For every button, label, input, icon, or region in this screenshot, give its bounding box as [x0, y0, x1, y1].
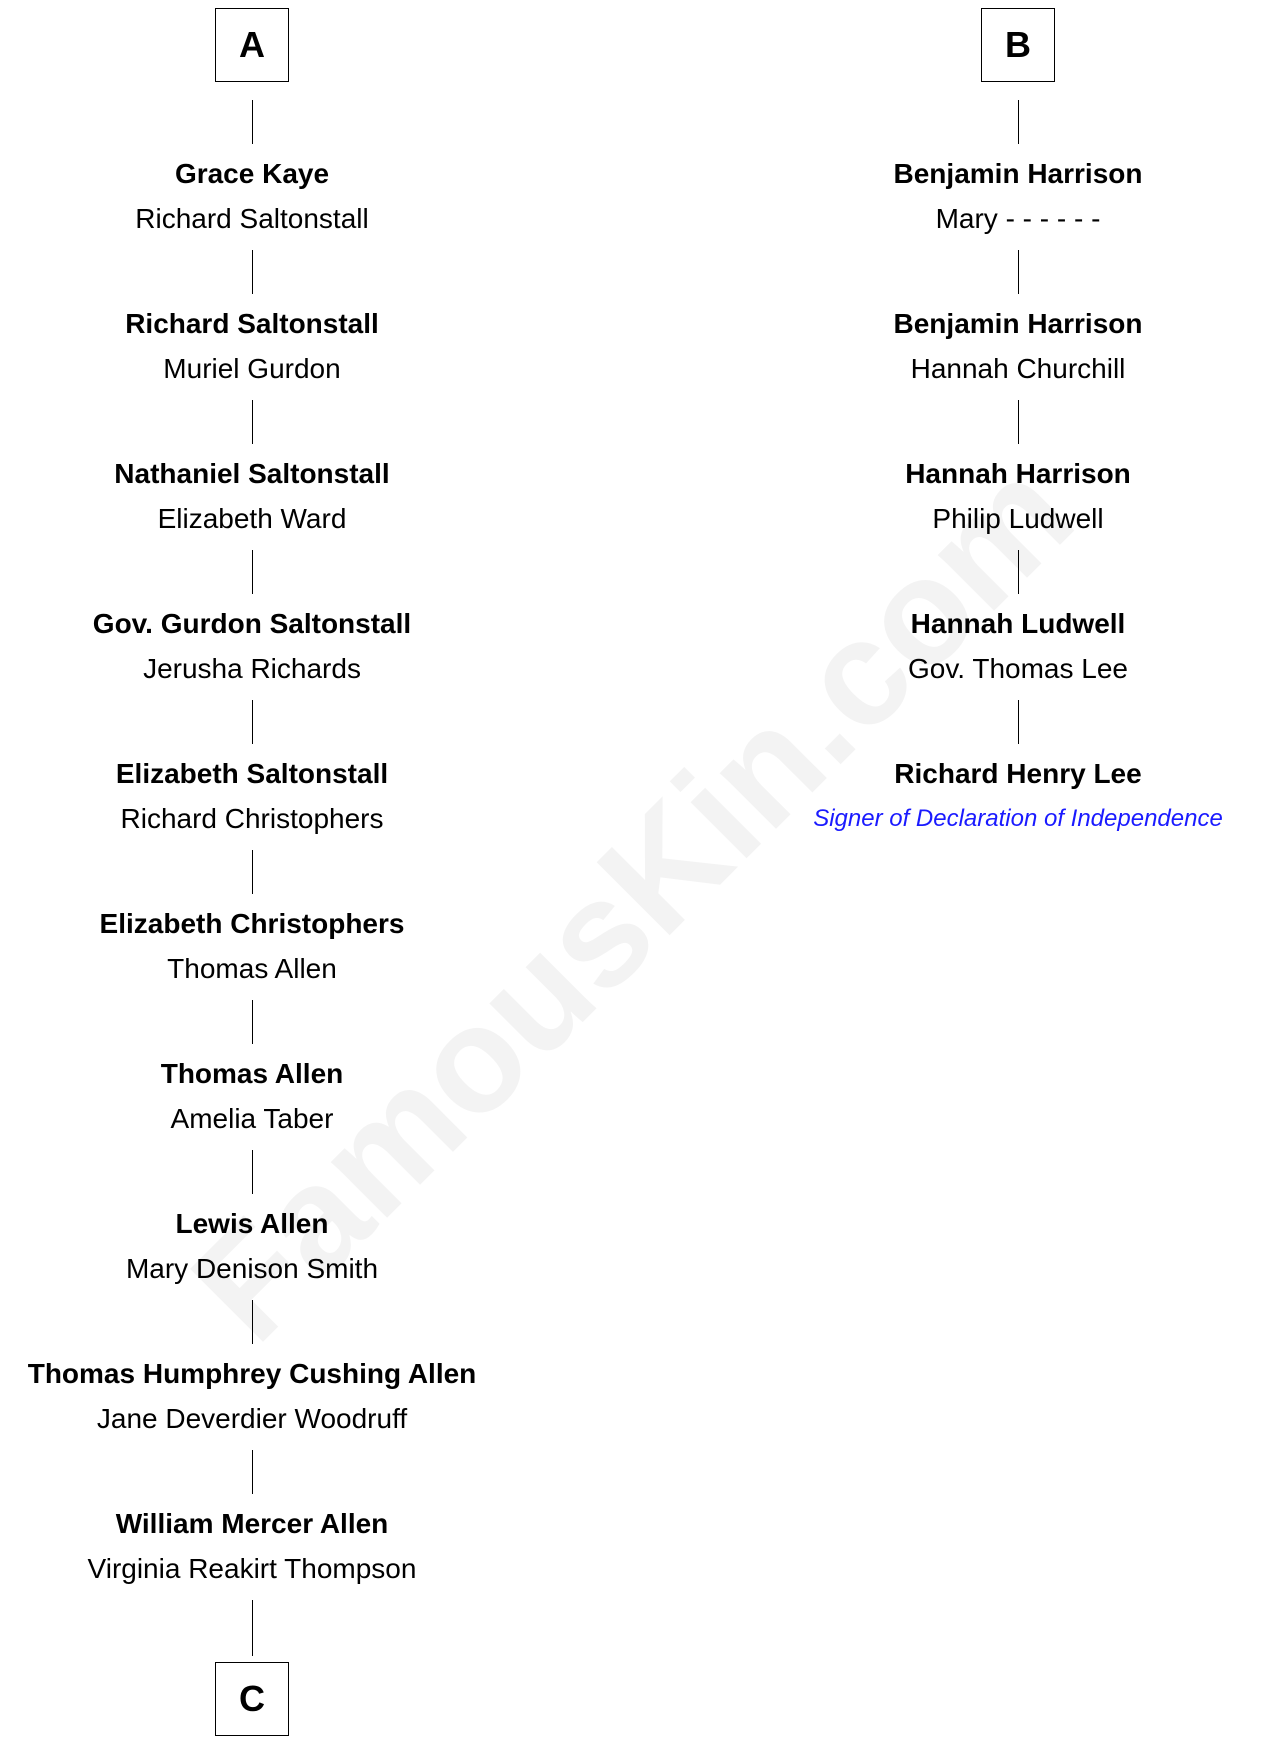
spouse-name: Virginia Reakirt Thompson [87, 1553, 417, 1584]
spouse-name: Elizabeth Ward [157, 503, 347, 534]
signer-note: Signer of Declaration of Independence [813, 805, 1223, 832]
spouse-name: Richard Saltonstall [135, 203, 369, 234]
connector-line [252, 1000, 253, 1044]
ancestor-name: Thomas Humphrey Cushing Allen [27, 1358, 477, 1389]
ancestor-name: Gov. Gurdon Saltonstall [92, 608, 412, 639]
ancestor-name: Benjamin Harrison [893, 308, 1143, 339]
branch-c-box [215, 1662, 289, 1736]
branch-b-box [981, 8, 1055, 82]
connector-line [1018, 250, 1019, 294]
connector-line [252, 550, 253, 594]
branch-a-box [215, 8, 289, 82]
branch-a-label: A [239, 24, 265, 65]
connector-line [252, 400, 253, 444]
connector-line [252, 250, 253, 294]
connector-line [252, 1300, 253, 1344]
spouse-name: Thomas Allen [167, 953, 337, 984]
connector-line [252, 1150, 253, 1194]
spouse-name: Gov. Thomas Lee [908, 653, 1128, 684]
branch-b-label: B [1005, 24, 1031, 65]
connector-line [1018, 700, 1019, 744]
ancestor-name: Hannah Ludwell [910, 608, 1126, 639]
spouse-name: Richard Christophers [120, 803, 384, 834]
ancestor-name: Elizabeth Saltonstall [115, 758, 389, 789]
spouse-name: Amelia Taber [170, 1103, 334, 1134]
connector-line [252, 1450, 253, 1494]
connector-line [252, 700, 253, 744]
ancestor-name: Grace Kaye [174, 158, 330, 189]
ancestor-name: Lewis Allen [175, 1208, 329, 1239]
spouse-name: Jane Deverdier Woodruff [96, 1403, 408, 1434]
connector-line [1018, 550, 1019, 594]
ancestor-name: Hannah Harrison [905, 458, 1131, 489]
ancestor-name: William Mercer Allen [115, 1508, 389, 1539]
spouse-name: Philip Ludwell [932, 503, 1104, 534]
spouse-name: Muriel Gurdon [163, 353, 341, 384]
ancestor-name: Richard Henry Lee [894, 758, 1142, 789]
ancestor-name: Elizabeth Christophers [99, 908, 405, 939]
ancestor-name: Nathaniel Saltonstall [114, 458, 390, 489]
connector-line [252, 100, 253, 144]
ancestor-name: Richard Saltonstall [125, 308, 379, 339]
ancestor-name: Benjamin Harrison [893, 158, 1143, 189]
connector-line [252, 1600, 253, 1656]
spouse-name: Mary Denison Smith [125, 1253, 379, 1284]
connector-line [1018, 100, 1019, 144]
spouse-name: Jerusha Richards [143, 653, 361, 684]
spouse-name: Mary - - - - - - [935, 203, 1101, 234]
ancestor-name: Thomas Allen [160, 1058, 344, 1089]
spouse-name: Hannah Churchill [910, 353, 1126, 384]
connector-line [1018, 400, 1019, 444]
branch-c-label: C [239, 1678, 265, 1719]
connector-line [252, 850, 253, 894]
